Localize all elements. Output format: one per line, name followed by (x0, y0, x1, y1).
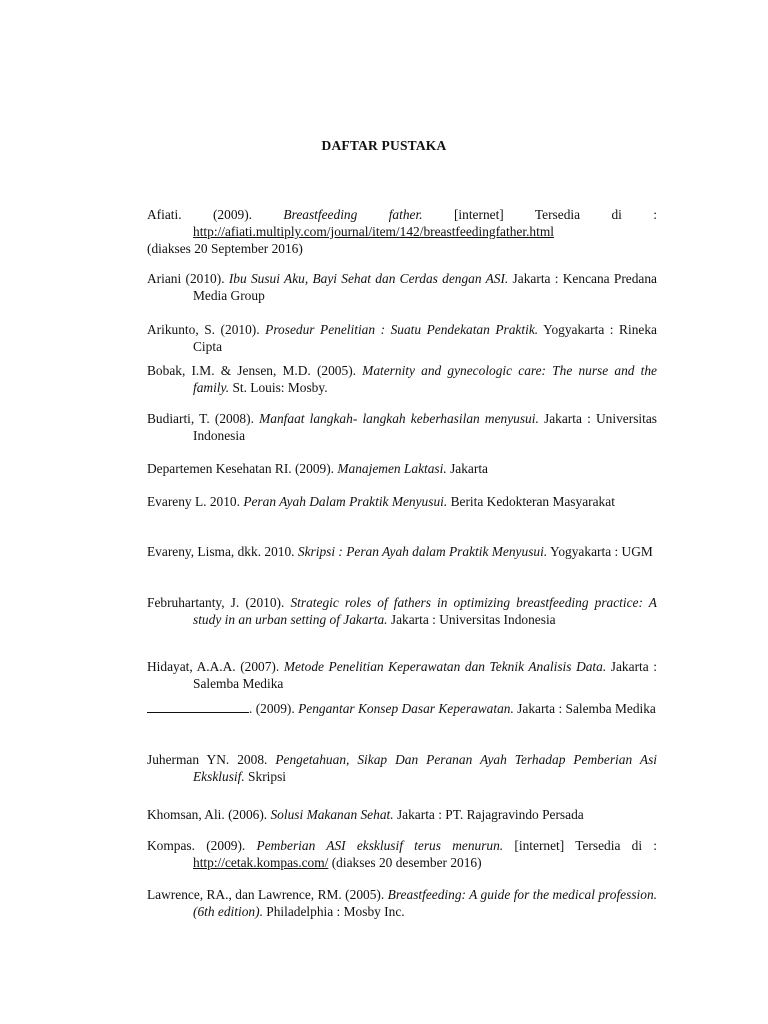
ref-author: Arikunto, S. (2010). (147, 322, 266, 337)
ref-publisher: Skripsi (244, 769, 286, 784)
ref-title: Pemberian ASI eksklusif terus menurun. (256, 838, 504, 853)
ref-author: . (2009). (249, 701, 299, 716)
reference-entry (147, 410, 657, 444)
ref-publisher: Jakarta (446, 461, 488, 476)
ref-publisher: Jakarta : PT. Rajagravindo Persada (393, 807, 584, 822)
ref-title: Breastfeeding: A guide for the medical profession. (6th edition). (193, 887, 657, 919)
ref-title: Manfaat langkah- langkah keberhasilan menyusui. (259, 411, 539, 426)
reference-entry (147, 460, 657, 477)
reference-entry (147, 270, 657, 304)
ref-publisher: Jakarta : Universitas Indonesia (387, 612, 556, 627)
ref-author: Budiarti, T. (2008). (147, 411, 260, 426)
ref-publisher: Jakarta : Salemba Medika (513, 701, 656, 716)
ref-title: Strategic roles of fathers in optimizing breastfeeding practice: A study in an urban setting of Jakarta. (193, 595, 657, 627)
ref-title: Ibu Susui Aku, Bayi Sehat dan Cerdas dengan ASI. (228, 271, 509, 286)
ref-title: Manajemen Laktasi. (337, 461, 447, 476)
ref-title: Maternity and gynecologic care: The nurse and the family. (193, 363, 657, 395)
reference-entry (147, 206, 657, 257)
ref-publisher: Jakarta : Kencana Predana Media Group (193, 271, 657, 303)
ref-publisher: Jakarta : Salemba Medika (193, 659, 657, 691)
reference-entry (147, 594, 657, 628)
page-title: DAFTAR PUSTAKA (321, 138, 447, 153)
ref-publisher: [internet] Tersedia di : (503, 838, 657, 853)
ref-author: Khomsan, Ali. (2006). (147, 807, 271, 822)
ref-title: Pengetahuan, Sikap Dan Peranan Ayah Terhadap Pemberian Asi Eksklusif. (193, 752, 657, 784)
reference-entry (147, 543, 657, 560)
ref-publisher: Jakarta : Universitas Indonesia (193, 411, 658, 443)
ref-accessed: (diakses 20 September 2016) (147, 241, 303, 256)
reference-entry (147, 321, 657, 355)
ref-author: Afiati. (2009). (147, 207, 284, 222)
ref-author: Februhartanty, J. (2010). (147, 595, 291, 610)
repeated-author-line (147, 700, 249, 713)
ref-author: Juherman YN. 2008. (147, 752, 276, 767)
ref-title: Metode Penelitian Keperawatan dan Teknik Analisis Data. (283, 659, 607, 674)
reference-entry (147, 886, 657, 920)
ref-publisher: Yogyakarta : UGM (547, 544, 653, 559)
ref-title: Solusi Makanan Sehat. (270, 807, 394, 822)
reference-entry (147, 700, 657, 717)
ref-publisher: Philadelphia : Mosby Inc. (262, 904, 405, 919)
reference-entry (147, 751, 657, 785)
ref-title: Prosedur Penelitian : Suatu Pendekatan Praktik. (265, 322, 539, 337)
ref-accessed: (diakses 20 desember 2016) (328, 855, 482, 870)
ref-publisher: St. Louis: Mosby. (229, 380, 328, 395)
ref-title: Pengantar Konsep Dasar Keperawatan. (298, 701, 514, 716)
ref-link[interactable]: http://cetak.kompas.com/ (193, 855, 329, 870)
ref-title: Breastfeeding father. (283, 207, 423, 222)
ref-author: Evareny, Lisma, dkk. 2010. (147, 544, 298, 559)
reference-entry (147, 658, 657, 692)
ref-title: Skripsi : Peran Ayah dalam Praktik Menyusui. (297, 544, 548, 559)
ref-author: Ariani (2010). (147, 271, 229, 286)
ref-author: Bobak, I.M. & Jensen, M.D. (2005). (147, 363, 363, 378)
ref-author: Evareny L. 2010. (147, 494, 244, 509)
reference-entry (147, 806, 657, 823)
reference-entry (147, 362, 657, 396)
ref-title: Peran Ayah Dalam Praktik Menyusui. (243, 494, 448, 509)
ref-author: Lawrence, RA., dan Lawrence, RM. (2005). (147, 887, 388, 902)
reference-entry (147, 493, 657, 510)
ref-author: Kompas. (2009). (147, 838, 257, 853)
ref-author: Hidayat, A.A.A. (2007). (147, 659, 284, 674)
reference-entry (147, 837, 657, 871)
ref-publisher: [internet] Tersedia di : (422, 207, 657, 222)
ref-publisher: Yogyakarta : Rineka Cipta (193, 322, 657, 354)
ref-publisher: Berita Kedokteran Masyarakat (447, 494, 615, 509)
ref-author: Departemen Kesehatan RI. (2009). (147, 461, 338, 476)
ref-link[interactable]: http://afiati.multiply.com/journal/item/142/breastfeedingfather.html (193, 224, 554, 239)
